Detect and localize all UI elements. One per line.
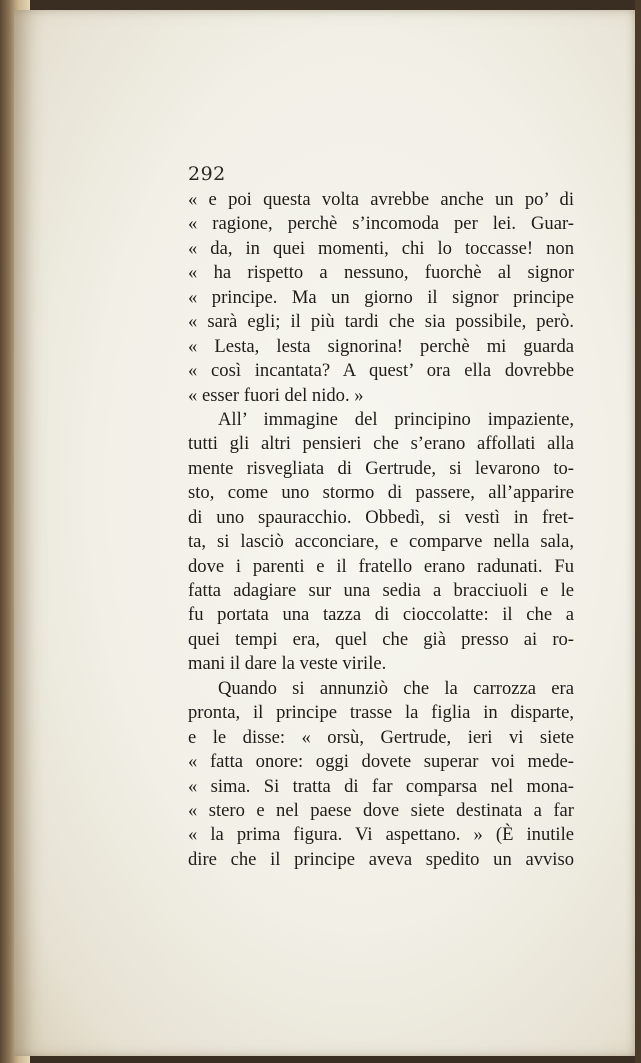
text-line: dire che il principe aveva spedito un avviso (188, 848, 574, 870)
text-line: dove i parenti e il fratello erano radunati. Fu (188, 555, 574, 577)
text-line: e le disse: « orsù, Gertrude, ieri vi siete (188, 726, 574, 748)
text-line: mente risvegliata di Gertrude, si levarono to- (188, 457, 574, 479)
page-number: 292 (188, 163, 226, 185)
text-line: « principe. Ma un giorno il signor principe (188, 286, 574, 308)
text-line: « la prima figura. Vi aspettano. » (È inutile (188, 824, 574, 846)
text-line: « fatta onore: oggi dovete superar voi mede- (188, 751, 574, 773)
text-line: mani il dare la veste virile. (188, 653, 387, 675)
text-line: fu portata una tazza di cioccolatte: il che a (188, 604, 574, 626)
text-line: Quando si annunziò che la carrozza era (218, 677, 574, 699)
text-line: « da, in quei momenti, chi lo toccasse! non (188, 237, 574, 259)
text-line: All’ immagine del principino impaziente, (218, 408, 574, 430)
text-line: ta, si lasciò acconciare, e comparve nella sala, (188, 531, 574, 553)
text-line: « ragione, perchè s’incomoda per lei. Guar- (188, 213, 574, 235)
text-line: « così incantata? A quest’ ora ella dovrebbe (188, 360, 574, 382)
text-line: « sima. Si tratta di far comparsa nel mona- (188, 775, 574, 797)
body-text (188, 188, 574, 872)
text-line: pronta, il principe trasse la figlia in disparte, (188, 702, 574, 724)
text-line: « esser fuori del nido. » (188, 384, 364, 406)
text-line: « e poi questa volta avrebbe anche un po’ di (188, 189, 574, 210)
text-line: « ha rispetto a nessuno, fuorchè al signor (188, 262, 574, 284)
text-line: tutti gli altri pensieri che s’erano affollati alla (188, 433, 574, 455)
text-line: « Lesta, lesta signorina! perchè mi guarda (188, 335, 574, 357)
text-line: « stero e nel paese dove siete destinata a far (188, 799, 574, 821)
text-line: quei tempi era, quel che già presso ai ro- (188, 628, 574, 650)
text-line: fatta adagiare sur una sedia a bracciuoli e le (188, 580, 574, 601)
text-line: sto, come uno stormo di passere, all’apparire (188, 482, 574, 504)
text-line: di uno spauracchio. Obbedì, si vestì in fret- (188, 506, 574, 528)
page-edge (635, 0, 641, 1063)
text-line: « sarà egli; il più tardi che sia possibile, però. (188, 311, 574, 333)
